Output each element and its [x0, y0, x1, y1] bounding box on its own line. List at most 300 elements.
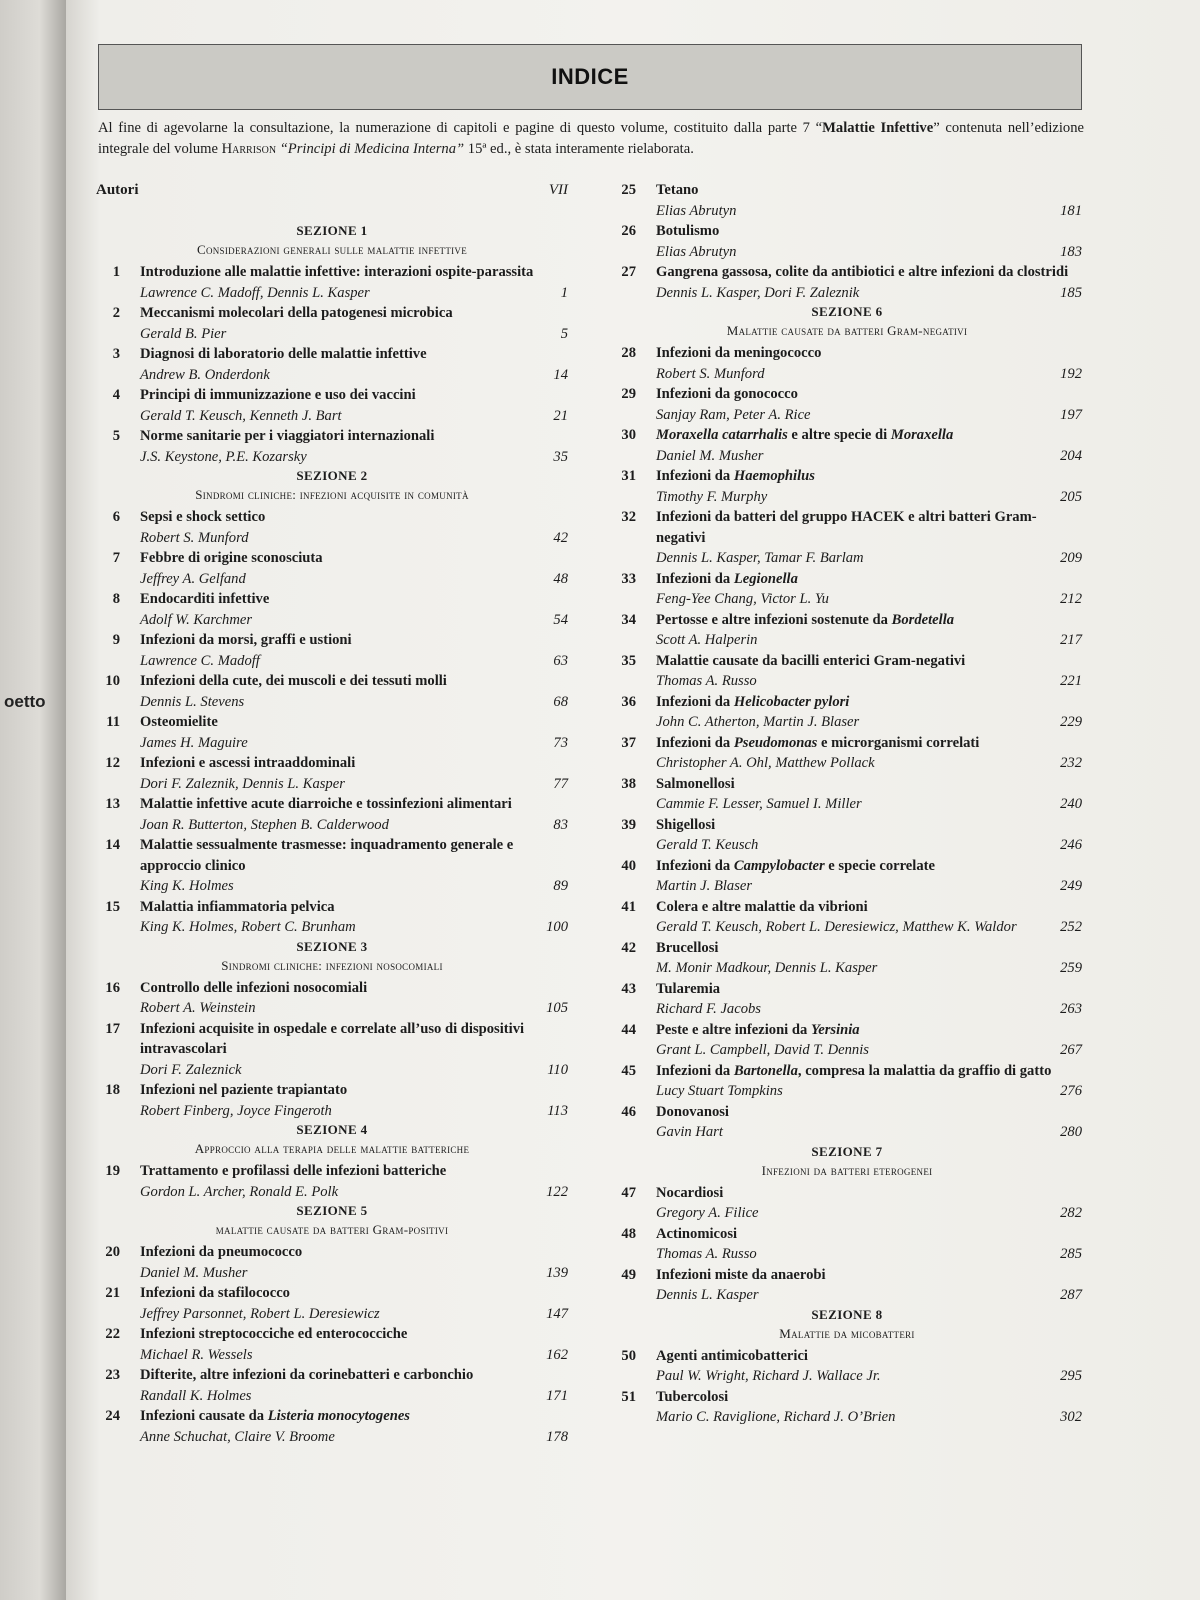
toc-entry[interactable] — [612, 1346, 1082, 1387]
chapter-authors — [656, 1366, 1082, 1387]
authors-text: Gerald T. Keusch, Robert L. Deresiewicz, Matthew K. Waldor — [656, 919, 1017, 935]
authors-text: Thomas A. Russo — [656, 1246, 757, 1262]
chapter-title: Infezioni miste da anaerobi — [656, 1266, 826, 1283]
page-number: 83 — [553, 816, 568, 833]
intro-text-4: 15ª ed., è stata interamente rielaborata. — [464, 141, 694, 157]
authors-text: Adolf W. Karchmer — [140, 611, 253, 628]
chapter-title: Tetano — [656, 182, 699, 198]
chapter-number: 28 — [621, 345, 636, 361]
chapter-number: 35 — [621, 652, 636, 669]
toc-entry[interactable] — [96, 1080, 568, 1121]
toc-entry[interactable] — [96, 303, 568, 344]
chapter-authors — [656, 835, 1082, 856]
chapter-title: Infezioni da batteri del gruppo HACEK e altri batteri Gram-negativi — [656, 509, 1037, 546]
page-number: 147 — [546, 1305, 568, 1322]
chapter-title: Diagnosi di laboratorio delle malattie infettive — [140, 346, 427, 362]
toc-entry[interactable] — [612, 610, 1082, 651]
authors-text: Dennis L. Stevens — [140, 693, 245, 710]
chapter-number: 6 — [112, 509, 120, 525]
page-number: 181 — [1060, 202, 1082, 219]
chapter-number: 13 — [105, 796, 120, 812]
toc-entry[interactable] — [96, 262, 568, 303]
section-subtitle: Sindromi cliniche: infezioni acquisite in comunità — [195, 487, 469, 502]
page-number: 139 — [546, 1264, 568, 1281]
authors-text: Timothy F. Murphy — [656, 488, 768, 505]
chapter-title: Infezioni da Haemophilus — [656, 468, 815, 484]
page-number: 240 — [1060, 796, 1082, 812]
page-number: 221 — [1060, 673, 1082, 689]
page-number: 171 — [546, 1387, 568, 1404]
toc-entry[interactable] — [96, 1242, 568, 1283]
authors-text: J.S. Keystone, P.E. Kozarsky — [140, 448, 307, 465]
chapter-title: Brucellosi — [656, 939, 719, 956]
chapter-title: Trattamento e profilassi delle infezioni batteriche — [140, 1163, 447, 1179]
toc-entry[interactable] — [96, 978, 568, 1019]
chapter-number: 49 — [621, 1266, 636, 1283]
toc-entry[interactable] — [612, 384, 1082, 425]
authors-text: James H. Maguire — [140, 734, 248, 751]
chapter-title: Endocarditi infettive — [140, 591, 270, 607]
chapter-authors — [140, 1060, 568, 1081]
section-heading: SEZIONE 8 — [811, 1306, 883, 1322]
chapter-authors — [656, 1040, 1082, 1061]
chapter-title: Donovanosi — [656, 1103, 729, 1120]
toc-entry[interactable] — [612, 180, 1082, 221]
authors-text: Scott A. Halperin — [656, 632, 758, 648]
chapter-number: 51 — [621, 1388, 636, 1405]
authors-text: Gerald B. Pier — [140, 325, 227, 342]
page-number: 105 — [546, 1000, 568, 1016]
chapter-authors — [656, 487, 1082, 508]
page-number: 178 — [546, 1428, 568, 1445]
chapter-number: 10 — [105, 673, 120, 689]
toc-entry[interactable] — [612, 507, 1082, 569]
chapter-authors — [656, 876, 1082, 897]
toc-entry[interactable] — [96, 1406, 568, 1447]
chapter-number: 38 — [621, 775, 636, 792]
chapter-title: Norme sanitarie per i viaggiatori internazionali — [140, 428, 435, 444]
toc-entry[interactable] — [96, 712, 568, 753]
page-number: 229 — [1060, 714, 1082, 730]
authors-page: VII — [548, 182, 568, 198]
page-number: 197 — [1060, 406, 1082, 423]
authors-text: Daniel M. Musher — [656, 447, 764, 464]
chapter-number: 16 — [105, 979, 120, 996]
section-heading: SEZIONE 4 — [296, 1122, 368, 1137]
page-number: 100 — [546, 919, 568, 935]
chapter-number: 18 — [105, 1082, 120, 1098]
authors-text: Martin J. Blaser — [656, 878, 753, 894]
authors-text: Robert A. Weinstein — [140, 1000, 256, 1016]
authors-text: Randall K. Holmes — [140, 1387, 252, 1404]
authors-text: Gavin Hart — [656, 1124, 723, 1140]
chapter-number: 4 — [112, 387, 120, 403]
chapter-number: 50 — [621, 1347, 636, 1364]
chapter-title: Infezioni e ascessi intraaddominali — [140, 755, 356, 771]
chapter-number: 31 — [621, 468, 636, 484]
authors-text: Sanjay Ram, Peter A. Rice — [656, 406, 811, 423]
toc-entry[interactable] — [96, 1283, 568, 1324]
chapter-title: Shigellosi — [656, 816, 716, 833]
toc-entry[interactable] — [96, 385, 568, 426]
toc-entry[interactable] — [612, 343, 1082, 384]
toc-entry[interactable] — [612, 1224, 1082, 1265]
authors-text: Dori F. Zaleznick — [140, 1061, 242, 1078]
chapter-authors — [656, 917, 1082, 938]
chapter-title: Botulismo — [656, 223, 720, 239]
chapter-number: 48 — [621, 1225, 636, 1242]
authors-text: Lawrence C. Madoff, Dennis L. Kasper — [140, 284, 370, 301]
page-number: 280 — [1060, 1124, 1082, 1140]
chapter-title: Infezioni da Helicobacter pylori — [656, 693, 850, 710]
page-number: 276 — [1060, 1083, 1082, 1099]
chapter-number: 12 — [105, 755, 120, 771]
page-number: 185 — [1060, 284, 1082, 301]
chapter-authors — [140, 406, 568, 427]
section-heading: SEZIONE 7 — [811, 1143, 883, 1159]
index-header-bar — [98, 44, 1082, 110]
authors-text: Feng-Yee Chang, Victor L. Yu — [656, 591, 829, 607]
page-number: 89 — [553, 878, 568, 894]
chapter-authors — [656, 1203, 1082, 1224]
toc-entry[interactable] — [96, 835, 568, 897]
toc-entry[interactable] — [612, 262, 1082, 303]
chapter-title: Moraxella catarrhalis e altre specie di Moraxella — [656, 427, 954, 443]
page-number: 246 — [1060, 837, 1082, 853]
chapter-title: Pertosse e altre infezioni sostenute da Bordetella — [656, 611, 955, 628]
authors-text: Gerald T. Keusch — [656, 837, 759, 853]
chapter-authors — [656, 283, 1082, 304]
toc-entry[interactable] — [96, 1161, 568, 1202]
chapter-authors — [656, 999, 1082, 1020]
chapter-number: 43 — [621, 980, 636, 997]
authors-text: Jeffrey A. Gelfand — [140, 570, 246, 587]
authors-text: Andrew B. Onderdonk — [140, 366, 270, 383]
authors-text: M. Monir Madkour, Dennis L. Kasper — [656, 960, 878, 976]
authors-text: Elias Abrutyn — [656, 202, 737, 219]
chapter-number: 5 — [112, 428, 120, 444]
toc-entry[interactable] — [612, 856, 1082, 897]
page-number: 192 — [1060, 365, 1082, 382]
chapter-number: 37 — [621, 734, 636, 751]
chapter-number: 30 — [621, 427, 636, 443]
chapter-title: Principi di immunizzazione e uso dei vaccini — [140, 387, 416, 403]
chapter-number: 23 — [105, 1367, 120, 1383]
chapter-authors — [656, 364, 1082, 385]
toc-entry[interactable] — [96, 897, 568, 938]
authors-text: King K. Holmes — [140, 878, 234, 894]
toc-entry[interactable] — [96, 589, 568, 630]
chapter-number: 32 — [621, 509, 636, 525]
chapter-number: 14 — [105, 837, 120, 853]
authors-text: Christopher A. Ohl, Matthew Pollack — [656, 755, 875, 771]
page-number: 110 — [547, 1061, 568, 1078]
section-subtitle: Sindromi cliniche: infezioni nosocomiali — [221, 957, 443, 973]
chapter-title: Infezioni della cute, dei muscoli e dei tessuti molli — [140, 673, 447, 689]
chapter-authors — [656, 1244, 1082, 1265]
chapter-authors — [656, 242, 1082, 263]
chapter-number: 44 — [621, 1021, 636, 1038]
section-subtitle: Approccio alla terapia delle malattie batteriche — [194, 1141, 470, 1156]
chapter-number: 33 — [621, 570, 636, 587]
chapter-title: Peste e altre infezioni da Yersinia — [656, 1021, 860, 1038]
page-number: 249 — [1060, 878, 1082, 894]
page-number: 5 — [560, 325, 568, 342]
page-number: 1 — [560, 284, 568, 301]
page-number: 48 — [553, 570, 568, 587]
toc-entry[interactable] — [612, 979, 1082, 1020]
authors-text: Dennis L. Kasper, Tamar F. Barlam — [656, 550, 864, 566]
chapter-title: Infezioni da stafilococco — [140, 1285, 290, 1301]
chapter-title: Osteomielite — [140, 714, 218, 730]
toc-entry[interactable] — [612, 897, 1082, 938]
chapter-title: Infezioni da pneumococco — [140, 1244, 303, 1260]
intro-text-1: Al fine di agevolarne la consultazione, la numerazione di capitoli e pagine di questo volume, costituito dalla parte 7 “ — [98, 120, 823, 136]
toc-entry[interactable] — [612, 1020, 1082, 1061]
chapter-authors — [140, 733, 568, 754]
section-heading: SEZIONE 1 — [296, 223, 368, 238]
chapter-number: 45 — [621, 1062, 636, 1079]
page-number: 285 — [1060, 1246, 1082, 1262]
chapter-title: Infezioni da Pseudomonas e microrganismi correlati — [656, 734, 980, 751]
intro-text-italic: “Principi di Medicina Interna” — [276, 141, 465, 157]
page-number: 295 — [1060, 1368, 1082, 1384]
facing-page-edge — [0, 0, 66, 1600]
chapter-title: Actinomicosi — [656, 1225, 738, 1242]
chapter-number: 27 — [621, 264, 636, 280]
toc-entry[interactable] — [612, 221, 1082, 262]
toc-entry[interactable] — [96, 1019, 568, 1081]
page-number: 217 — [1060, 632, 1082, 648]
chapter-title: Controllo delle infezioni nosocomiali — [140, 979, 368, 996]
authors-text: Gregory A. Filice — [656, 1205, 759, 1221]
chapter-authors — [656, 712, 1082, 733]
toc-entry[interactable] — [96, 753, 568, 794]
chapter-authors — [656, 201, 1082, 222]
intro-text-bold: Malattie Infettive — [822, 120, 934, 136]
page-number: 205 — [1060, 488, 1082, 505]
chapter-title: Infezioni da gonococco — [656, 386, 798, 402]
chapter-authors — [656, 630, 1082, 651]
chapter-title: Agenti antimicobatterici — [656, 1347, 808, 1364]
page-number: 209 — [1060, 550, 1082, 566]
toc-entry[interactable] — [96, 507, 568, 548]
page-number: 267 — [1060, 1042, 1082, 1058]
page-number: 259 — [1060, 960, 1082, 976]
authors-text: Anne Schuchat, Claire V. Broome — [140, 1428, 335, 1445]
toc-entry[interactable] — [612, 1387, 1082, 1428]
chapter-number: 22 — [105, 1326, 120, 1342]
toc-entry[interactable] — [612, 1061, 1082, 1102]
authors-label: Autori — [96, 182, 139, 198]
page-number: 183 — [1060, 243, 1082, 260]
chapter-authors — [140, 998, 568, 1019]
toc-entry[interactable] — [96, 344, 568, 385]
chapter-authors — [140, 1101, 568, 1122]
chapter-title: Tularemia — [656, 980, 721, 997]
chapter-number: 47 — [621, 1184, 636, 1201]
chapter-authors — [656, 405, 1082, 426]
chapter-title: Introduzione alle malattie infettive: interazioni ospite-parassita — [140, 264, 534, 280]
chapter-authors — [140, 569, 568, 590]
page-number: 263 — [1060, 1001, 1082, 1017]
toc-entry[interactable] — [612, 569, 1082, 610]
chapter-authors — [656, 446, 1082, 467]
section-heading: SEZIONE 2 — [296, 468, 368, 483]
authors-text: Joan R. Butterton, Stephen B. Calderwood — [140, 816, 389, 833]
page-number: 54 — [553, 611, 568, 628]
chapter-authors — [656, 1285, 1082, 1306]
chapter-title: Infezioni streptococciche ed enterococciche — [140, 1326, 408, 1342]
index-page — [66, 0, 1200, 1600]
chapter-authors — [140, 528, 568, 549]
authors-text: Robert Finberg, Joyce Fingeroth — [140, 1102, 332, 1119]
chapter-number: 39 — [621, 816, 636, 833]
chapter-title: Febbre di origine sconosciuta — [140, 550, 323, 566]
section-subtitle: Malattie da micobatteri — [779, 1325, 915, 1341]
chapter-title: Infezioni da Legionella — [656, 570, 798, 587]
toc-entry[interactable] — [612, 466, 1082, 507]
page-number: 212 — [1060, 591, 1082, 607]
authors-text: John C. Atherton, Martin J. Blaser — [656, 714, 860, 730]
toc-entry[interactable] — [612, 1265, 1082, 1306]
page-number: 287 — [1060, 1287, 1082, 1303]
chapter-number: 20 — [105, 1244, 120, 1260]
page-number: 122 — [546, 1183, 568, 1200]
toc-entry[interactable] — [612, 651, 1082, 692]
authors-row[interactable] — [96, 180, 568, 200]
chapter-title: Malattie causate da bacilli enterici Gram-negativi — [656, 652, 966, 669]
toc-entry[interactable] — [612, 692, 1082, 733]
chapter-title: Infezioni causate da Listeria monocytogenes — [140, 1408, 410, 1424]
page-number: 302 — [1060, 1409, 1082, 1425]
page-number: 77 — [553, 775, 568, 792]
toc-entry[interactable] — [612, 425, 1082, 466]
chapter-number: 36 — [621, 693, 636, 710]
chapter-authors — [140, 815, 568, 836]
chapter-authors — [656, 794, 1082, 815]
chapter-title: Gangrena gassosa, colite da antibiotici e altre infezioni da clostridi — [656, 264, 1069, 280]
page-number: 282 — [1060, 1205, 1082, 1221]
page-number: 113 — [547, 1102, 568, 1119]
page-number: 35 — [553, 448, 568, 465]
authors-text: Lawrence C. Madoff — [140, 652, 260, 669]
chapter-title: Malattie infettive acute diarroiche e tossinfezioni alimentari — [140, 796, 512, 812]
authors-text: Richard F. Jacobs — [656, 1001, 761, 1017]
intro-text-harrison: Harrison — [221, 141, 277, 157]
chapter-authors — [656, 958, 1082, 979]
chapter-number: 1 — [112, 264, 120, 280]
chapter-title: Malattie sessualmente trasmesse: inquadramento generale e approccio clinico — [140, 837, 514, 874]
toc-entry[interactable] — [612, 938, 1082, 979]
page-number: 63 — [553, 652, 568, 669]
chapter-authors — [656, 753, 1082, 774]
chapter-authors — [140, 610, 568, 631]
chapter-title: Salmonellosi — [656, 775, 735, 792]
toc-entry[interactable] — [612, 733, 1082, 774]
chapter-authors — [140, 283, 568, 304]
chapter-authors — [140, 651, 568, 672]
chapter-authors — [656, 589, 1082, 610]
chapter-number: 40 — [621, 857, 636, 874]
toc-entry[interactable] — [96, 548, 568, 589]
authors-text: Mario C. Raviglione, Richard J. O’Brien — [656, 1409, 896, 1425]
section-subtitle: malattie causate da batteri Gram-positivi — [215, 1222, 449, 1237]
authors-text: Thomas A. Russo — [656, 673, 757, 689]
toc-entry[interactable] — [96, 794, 568, 835]
authors-text: Robert S. Munford — [656, 365, 765, 382]
page-number: 252 — [1060, 919, 1082, 935]
authors-text: Robert S. Munford — [140, 529, 249, 546]
page-number: 14 — [553, 366, 568, 383]
chapter-number: 46 — [621, 1103, 636, 1120]
toc-entry[interactable] — [612, 815, 1082, 856]
section-subtitle: Malattie causate da batteri Gram-negativi — [726, 323, 968, 338]
chapter-number: 21 — [105, 1285, 120, 1301]
authors-text: Cammie F. Lesser, Samuel I. Miller — [656, 796, 862, 812]
intro-text-2: ” contenuta nell’edizione integrale del volume — [98, 120, 1084, 157]
chapter-authors — [140, 447, 568, 468]
chapter-title: Infezioni da Campylobacter e specie correlate — [656, 857, 935, 874]
page-number: 73 — [553, 734, 568, 751]
page-number: 68 — [553, 693, 568, 710]
chapter-title: Infezioni da Bartonella, compresa la malattia da graffio di gatto — [656, 1062, 1052, 1079]
chapter-authors — [656, 548, 1082, 569]
chapter-authors — [656, 671, 1082, 692]
chapter-authors — [140, 1345, 568, 1366]
chapter-number: 2 — [112, 305, 120, 321]
chapter-number: 3 — [112, 346, 120, 362]
section-heading: SEZIONE 6 — [811, 304, 883, 319]
chapter-number: 24 — [105, 1408, 120, 1424]
chapter-title: Difterite, altre infezioni da corinebatteri e carbonchio — [140, 1367, 474, 1383]
chapter-number: 19 — [105, 1163, 120, 1179]
chapter-authors — [140, 692, 568, 713]
chapter-title: Colera e altre malattie da vibrioni — [656, 898, 868, 915]
chapter-authors — [140, 324, 568, 345]
toc-entry[interactable] — [96, 630, 568, 671]
page-title: INDICE — [551, 64, 629, 89]
chapter-authors — [140, 1182, 568, 1203]
chapter-authors — [140, 1427, 568, 1448]
toc-entry[interactable] — [612, 1102, 1082, 1143]
toc-entry[interactable] — [96, 1324, 568, 1365]
toc-entry[interactable] — [96, 671, 568, 712]
page-number: 21 — [553, 407, 568, 424]
authors-text: Paul W. Wright, Richard J. Wallace Jr. — [656, 1368, 881, 1384]
toc-entry[interactable] — [96, 426, 568, 467]
toc-entry[interactable] — [96, 1365, 568, 1406]
section-heading: SEZIONE 5 — [296, 1203, 368, 1218]
authors-text: Dennis L. Kasper, Dori F. Zaleznik — [656, 284, 860, 301]
toc-entry[interactable] — [612, 1183, 1082, 1224]
chapter-title: Infezioni da meningococco — [656, 345, 822, 361]
toc-entry[interactable] — [612, 774, 1082, 815]
chapter-title: Tubercolosi — [656, 1388, 729, 1405]
authors-text: Daniel M. Musher — [140, 1264, 248, 1281]
chapter-number: 25 — [621, 182, 636, 198]
chapter-authors — [656, 1407, 1082, 1428]
chapter-authors — [140, 1386, 568, 1407]
section-heading: SEZIONE 3 — [296, 938, 368, 954]
chapter-authors — [140, 876, 568, 897]
section-subtitle: Infezioni da batteri eterogenei — [761, 1162, 933, 1178]
chapter-number: 41 — [621, 898, 636, 915]
intro-paragraph — [98, 118, 1084, 160]
chapter-title: Infezioni nel paziente trapiantato — [140, 1082, 348, 1098]
chapter-number: 9 — [112, 632, 120, 648]
authors-text: King K. Holmes, Robert C. Brunham — [140, 919, 356, 935]
